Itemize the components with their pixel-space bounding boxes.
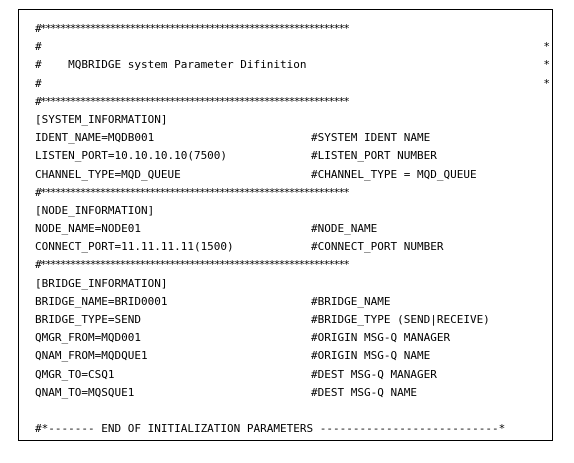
config-key-value: CONNECT_PORT=11.11.11.11(1500) — [35, 240, 234, 254]
comment-border: #************************************************************** — [35, 185, 349, 199]
config-comment: #DEST MSG-Q MANAGER — [311, 367, 437, 381]
config-text: # MQBRIDGE system Parameter Difinition — [35, 58, 307, 72]
config-key-value: QNAM_FROM=MQDQUE1 — [35, 349, 148, 363]
config-text: [SYSTEM_INFORMATION] — [35, 112, 168, 126]
config-line — [35, 311, 550, 329]
config-comment: #CONNECT_PORT NUMBER — [311, 240, 444, 254]
comment-box-edge: * — [543, 76, 550, 90]
config-comment: #BRIDGE_NAME — [311, 294, 391, 308]
config-comment: #CHANNEL_TYPE = MQD_QUEUE — [311, 167, 477, 181]
config-comment: #ORIGIN MSG-Q MANAGER — [311, 331, 451, 345]
config-line — [35, 202, 550, 220]
config-listing — [35, 20, 550, 438]
config-key-value: QNAM_TO=MQSQUE1 — [35, 385, 135, 399]
config-line — [35, 275, 550, 293]
comment-border: #************************************************************** — [35, 94, 349, 108]
document-frame — [18, 9, 553, 441]
config-line — [35, 329, 550, 347]
config-line — [35, 384, 550, 402]
config-text: #*------- END OF INITIALIZATION PARAMETERS ---------------------------* — [35, 422, 506, 436]
config-line — [35, 147, 550, 165]
config-key-value: QMGR_FROM=MQD001 — [35, 331, 141, 345]
comment-box-edge: * — [543, 40, 550, 54]
config-line — [35, 256, 550, 274]
config-line — [35, 75, 550, 93]
config-comment: #LISTEN_PORT NUMBER — [311, 149, 437, 163]
config-comment: #BRIDGE_TYPE (SEND|RECEIVE) — [311, 313, 490, 326]
config-text: [NODE_INFORMATION] — [35, 203, 155, 217]
config-comment: #SYSTEM IDENT NAME — [311, 131, 431, 145]
config-text: # — [35, 76, 42, 90]
config-line — [35, 347, 550, 365]
config-text: # — [35, 40, 42, 54]
config-line — [35, 38, 550, 56]
config-line — [35, 402, 550, 420]
config-key-value: CHANNEL_TYPE=MQD_QUEUE — [35, 167, 181, 181]
config-comment: #ORIGIN MSG-Q NAME — [311, 349, 431, 363]
config-line — [35, 238, 550, 256]
config-text: [BRIDGE_INFORMATION] — [35, 276, 168, 290]
comment-border: #************************************************************** — [35, 258, 349, 272]
config-key-value: NODE_NAME=NODE01 — [35, 222, 141, 236]
config-key-value: BRIDGE_TYPE=SEND — [35, 313, 141, 326]
config-key-value: IDENT_NAME=MQDB001 — [35, 131, 155, 145]
config-line — [35, 184, 550, 202]
config-line — [35, 220, 550, 238]
comment-box-edge: * — [543, 58, 550, 72]
config-line — [35, 166, 550, 184]
config-line — [35, 129, 550, 147]
config-line — [35, 366, 550, 384]
config-line — [35, 93, 550, 111]
config-line — [35, 111, 550, 129]
config-line — [35, 420, 550, 438]
config-key-value: BRIDGE_NAME=BRID0001 — [35, 294, 168, 308]
config-line — [35, 293, 550, 311]
config-comment: #NODE_NAME — [311, 222, 378, 236]
config-key-value: LISTEN_PORT=10.10.10.10(7500) — [35, 149, 228, 163]
config-line — [35, 20, 550, 38]
config-comment: #DEST MSG-Q NAME — [311, 385, 417, 399]
comment-border: #************************************************************** — [35, 22, 349, 35]
config-key-value: QMGR_TO=CSQ1 — [35, 367, 115, 381]
config-line — [35, 56, 550, 74]
